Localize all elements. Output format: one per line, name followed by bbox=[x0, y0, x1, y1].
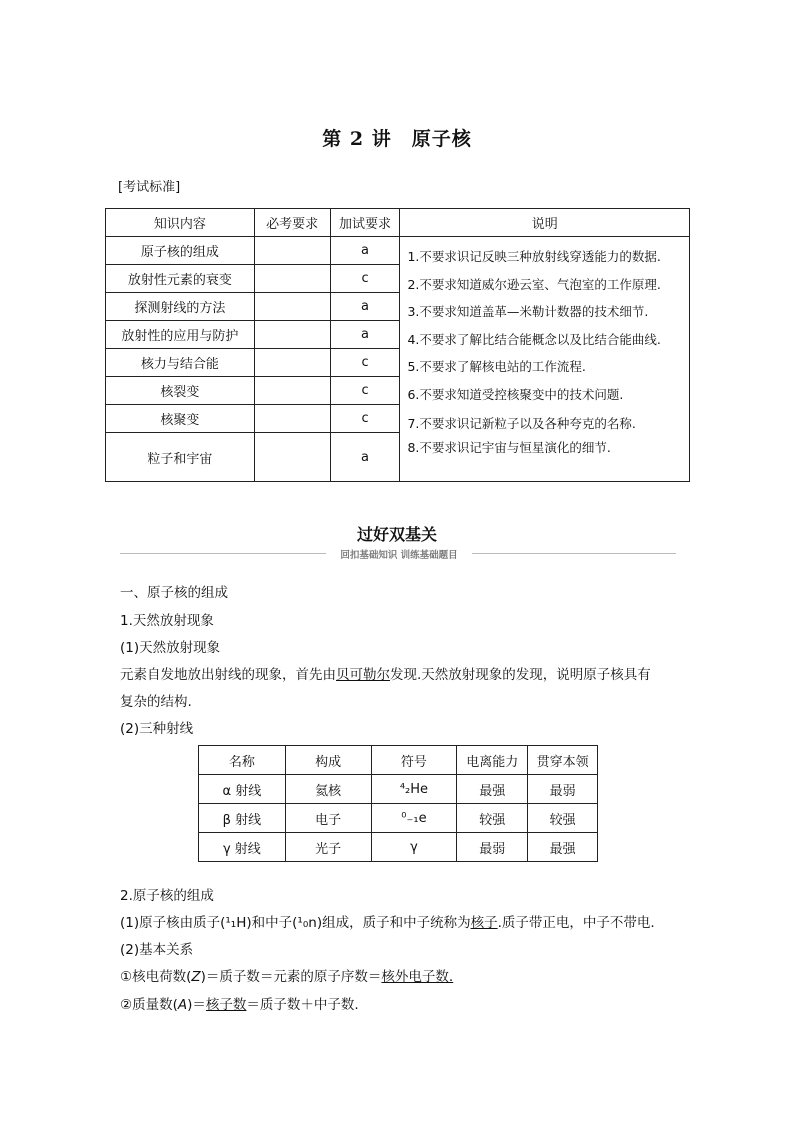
paragraph-text bbox=[120, 914, 680, 932]
header-required: 必考要求 bbox=[254, 209, 330, 237]
heading-composition: 一、原子核的组成 bbox=[120, 585, 228, 601]
extra-cell: c bbox=[330, 405, 400, 433]
table-row bbox=[199, 775, 598, 804]
answer-blank: 核子 bbox=[470, 915, 498, 931]
cell: β 射线 bbox=[199, 804, 286, 833]
exam-standard-label: [考试标准] bbox=[118, 180, 181, 195]
table-row bbox=[199, 804, 598, 833]
paragraph-label: (2)基本关系 bbox=[120, 942, 194, 958]
divider-left bbox=[120, 553, 326, 554]
cell: α 射线 bbox=[199, 775, 286, 804]
cell: 最强 bbox=[457, 775, 528, 804]
text-span: ＝质子数＋中子数. bbox=[246, 997, 359, 1013]
topic-cell: 核力与结合能 bbox=[106, 349, 255, 377]
text-span: ②质量数( bbox=[120, 997, 178, 1013]
table-row bbox=[106, 237, 690, 265]
proton-symbol: ¹₁H bbox=[225, 915, 247, 931]
paragraph-text bbox=[120, 666, 680, 684]
extra-cell: c bbox=[330, 265, 400, 293]
header-cell: 符号 bbox=[371, 746, 457, 775]
cell: ⁰₋₁e bbox=[371, 804, 457, 833]
extra-cell: a bbox=[330, 321, 400, 349]
note-item: 3.不要求知道盖革—米勒计数器的技术细节. bbox=[407, 304, 649, 319]
note-item: 2.不要求知道威尔逊云室、气泡室的工作原理. bbox=[407, 276, 661, 292]
topic-cell: 核裂变 bbox=[106, 377, 255, 405]
header-cell: 构成 bbox=[285, 746, 371, 775]
topic-cell: 探测射线的方法 bbox=[106, 293, 255, 321]
symbol-z: Z bbox=[191, 969, 201, 985]
extra-cell: c bbox=[330, 377, 400, 405]
divider-right bbox=[472, 553, 676, 554]
heading-natural-radioactivity: 1.天然放射现象 bbox=[120, 613, 214, 629]
header-cell: 名称 bbox=[199, 746, 286, 775]
topic-cell: 放射性元素的衰变 bbox=[106, 265, 255, 293]
topic-cell: 放射性的应用与防护 bbox=[106, 321, 255, 349]
header-cell: 电离能力 bbox=[457, 746, 528, 775]
text-span: )组成，质子和中子统称为 bbox=[316, 915, 471, 931]
topic-cell: 核聚变 bbox=[106, 405, 255, 433]
neutron-symbol: ¹₀n bbox=[297, 915, 317, 931]
note-item: 8.不要求识记宇宙与恒星演化的细节. bbox=[407, 440, 611, 455]
rays-table bbox=[198, 745, 598, 862]
cell: 较强 bbox=[457, 804, 528, 833]
answer-blank: 贝可勒尔 bbox=[336, 667, 390, 683]
text-span: 元素自发地放出射线的现象，首先由 bbox=[120, 667, 336, 683]
header-notes: 说明 bbox=[400, 209, 690, 237]
symbol-a: A bbox=[177, 997, 188, 1013]
text-span: )＝质子数＝元素的原子序数＝ bbox=[200, 969, 382, 985]
table-row bbox=[199, 833, 598, 862]
text-span: )＝ bbox=[187, 997, 206, 1013]
section-heading: 过好双基关 bbox=[356, 525, 437, 544]
paragraph-text bbox=[120, 996, 680, 1014]
note-item: 6.不要求知道受控核聚变中的技术问题. bbox=[407, 386, 624, 402]
note-item: 7.不要求识记新粒子以及各种夸克的名称. bbox=[407, 416, 636, 431]
extra-cell: a bbox=[330, 293, 400, 321]
answer-blank: 核子数 bbox=[205, 997, 247, 1013]
required-cell bbox=[254, 265, 330, 293]
text-span: ①核电荷数( bbox=[120, 969, 192, 985]
header-extra: 加试要求 bbox=[330, 209, 400, 237]
paragraph-text bbox=[120, 968, 680, 986]
notes-cell bbox=[400, 237, 690, 482]
cell: ⁴₂He bbox=[371, 775, 457, 804]
paragraph-label: (1)天然放射现象 bbox=[120, 640, 221, 656]
cell: 氦核 bbox=[285, 775, 371, 804]
standards-table bbox=[105, 208, 690, 482]
required-cell bbox=[254, 293, 330, 321]
required-cell bbox=[254, 433, 330, 482]
paragraph-text: 复杂的结构. bbox=[120, 694, 192, 710]
cell: 最弱 bbox=[528, 775, 598, 804]
text-span: (1)原子核由质子( bbox=[120, 915, 226, 931]
extra-cell: a bbox=[330, 433, 400, 482]
heading-nucleus-composition: 2.原子核的组成 bbox=[120, 888, 214, 904]
extra-cell: a bbox=[330, 237, 400, 265]
topic-cell: 原子核的组成 bbox=[106, 237, 255, 265]
section-subheading: 回扣基础知识 训练基础题目 bbox=[340, 550, 458, 561]
text-span: 发现.天然放射现象的发现，说明原子核具有 bbox=[390, 667, 651, 683]
extra-cell: c bbox=[330, 349, 400, 377]
required-cell bbox=[254, 405, 330, 433]
page-title: 第 2 讲 原子核 bbox=[322, 128, 472, 150]
table-header-row bbox=[199, 746, 598, 775]
required-cell bbox=[254, 237, 330, 265]
cell: γ bbox=[371, 833, 457, 862]
answer-blank: 核外电子数. bbox=[381, 969, 454, 985]
required-cell bbox=[254, 321, 330, 349]
cell: 电子 bbox=[285, 804, 371, 833]
required-cell bbox=[254, 349, 330, 377]
cell: 光子 bbox=[285, 833, 371, 862]
text-span: )和中子( bbox=[246, 915, 298, 931]
cell: γ 射线 bbox=[199, 833, 286, 862]
cell: 较强 bbox=[528, 804, 598, 833]
note-item: 4.不要求了解比结合能概念以及比结合能曲线. bbox=[407, 331, 661, 347]
note-item: 1.不要求识记反映三种放射线穿透能力的数据. bbox=[407, 249, 661, 264]
required-cell bbox=[254, 377, 330, 405]
note-item: 5.不要求了解核电站的工作流程. bbox=[407, 359, 586, 374]
text-span: .质子带正电，中子不带电. bbox=[497, 915, 655, 931]
cell: 最弱 bbox=[457, 833, 528, 862]
topic-cell: 粒子和宇宙 bbox=[106, 433, 255, 482]
header-topic: 知识内容 bbox=[106, 209, 255, 237]
paragraph-label: (2)三种射线 bbox=[120, 721, 194, 737]
cell: 最强 bbox=[528, 833, 598, 862]
table-header-row bbox=[106, 209, 690, 237]
header-cell: 贯穿本领 bbox=[528, 746, 598, 775]
